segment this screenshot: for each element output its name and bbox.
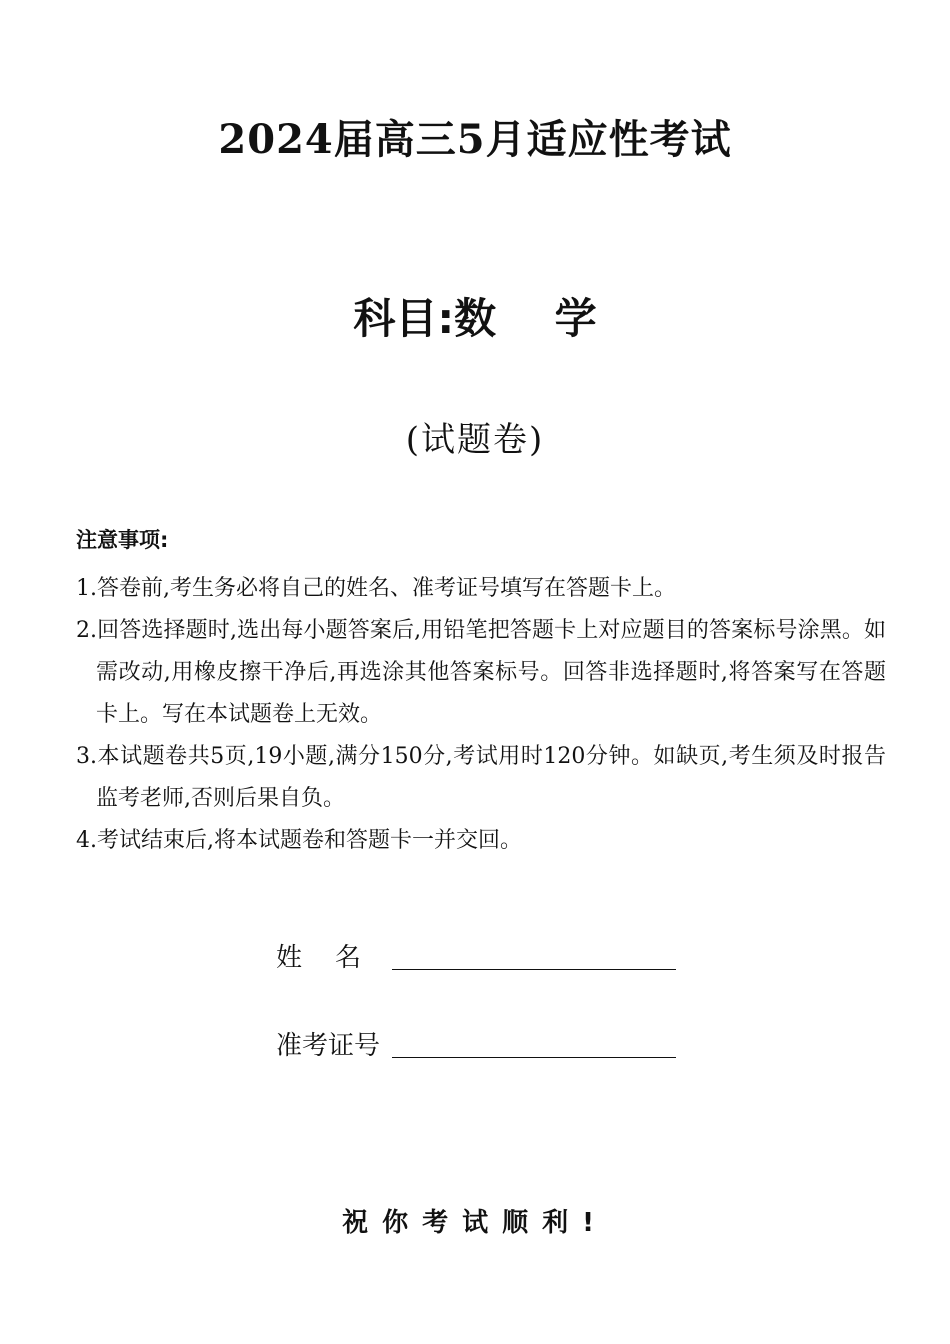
note-item: 4.考试结束后,将本试题卷和答题卡一并交回。 [76, 828, 522, 853]
exam-id-label: 准考证号 [276, 1031, 381, 1061]
note-item: 2.回答选择题时,选出每小题答案后,用铅笔把答题卡上对应题目的答案标号涂黑。如需改动,用橡皮擦干净后,再选涂其他答案标号。回答非选择题时,将答案写在答题卡上。写在本试题卷上无效。 [76, 618, 886, 727]
id-row [276, 1018, 676, 1066]
name-blank-line[interactable] [392, 969, 676, 970]
closing-message: 祝你考试顺利! [342, 1208, 608, 1238]
note-item: 1.答卷前,考生务必将自己的姓名、准考证号填写在答题卡上。 [76, 576, 676, 601]
note-item: 3.本试题卷共5页,19小题,满分150分,考试用时120分钟。如缺页,考生须及时报告监考老师,否则后果自负。 [76, 744, 886, 811]
paper-type: (试题卷) [405, 420, 545, 460]
notes-heading: 注意事项: [76, 528, 169, 552]
name-label: 姓 名 [276, 943, 362, 973]
notes-list [76, 568, 886, 862]
candidate-info-form [276, 930, 676, 1106]
subject-line: 科目:数 学 [353, 294, 597, 343]
exam-id-blank-line[interactable] [392, 1057, 676, 1058]
exam-title: 2024届高三5月适应性考试 [218, 116, 732, 163]
notes-section [76, 524, 886, 862]
name-row [276, 930, 676, 978]
